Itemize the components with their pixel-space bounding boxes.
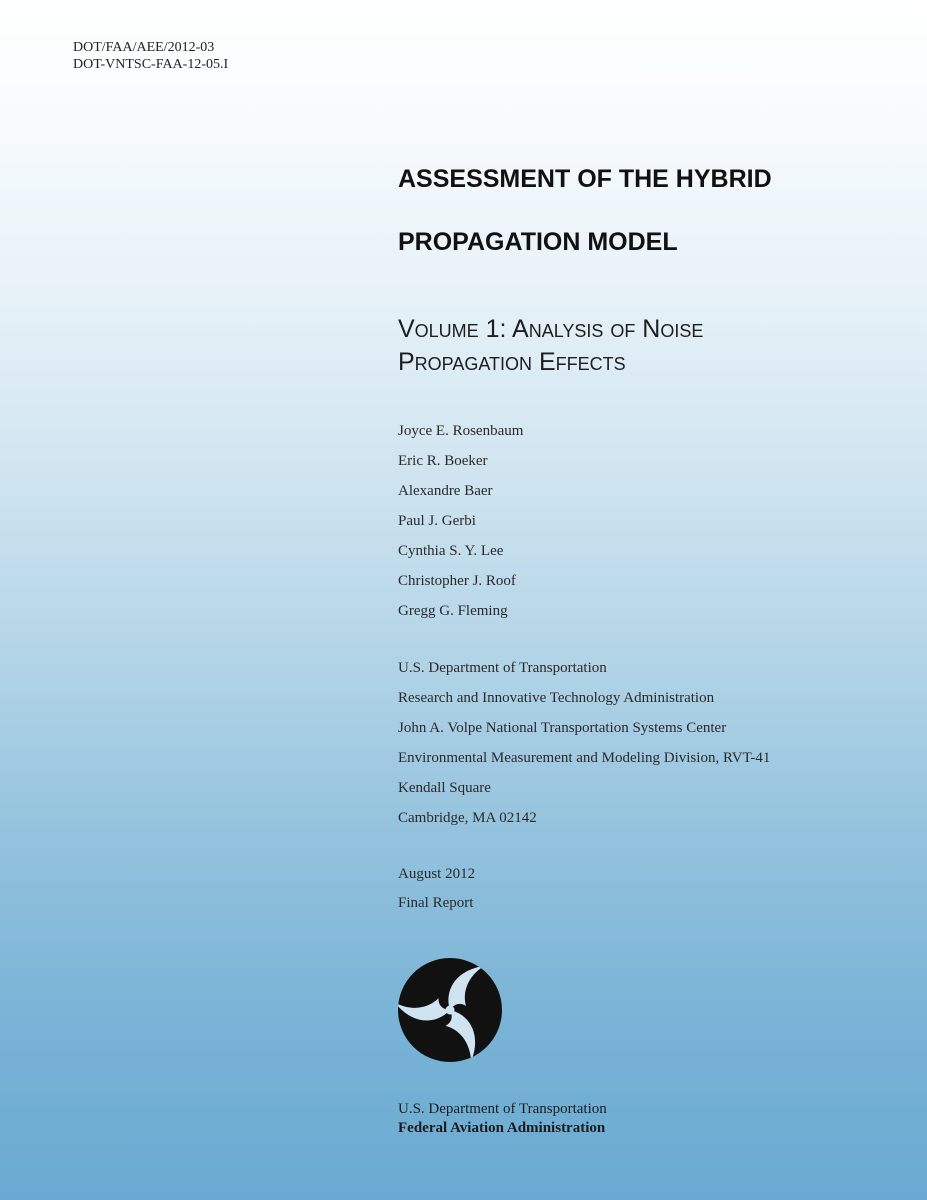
- author-list: [398, 416, 523, 626]
- org-line: Environmental Measurement and Modeling Division, RVT-41: [398, 750, 771, 766]
- author-name: Gregg G. Fleming: [398, 603, 508, 619]
- dot-triskelion-logo-icon: [396, 956, 504, 1064]
- author-name: Cynthia S. Y. Lee: [398, 543, 504, 559]
- report-title-line2: PROPAGATION MODEL: [398, 228, 678, 256]
- footer-department: U.S. Department of Transportation: [398, 1101, 607, 1117]
- date-block: [398, 860, 475, 918]
- report-title: [398, 160, 772, 261]
- org-line: Research and Innovative Technology Administration: [398, 690, 715, 706]
- author-name: Eric R. Boeker: [398, 453, 488, 469]
- report-type: Final Report: [398, 895, 474, 911]
- org-line: U.S. Department of Transportation: [398, 660, 607, 676]
- footer-administration: Federal Aviation Administration: [398, 1120, 606, 1136]
- report-date: August 2012: [398, 866, 476, 882]
- author-name: Christopher J. Roof: [398, 573, 516, 589]
- report-subtitle-line1: Volume 1: Analysis of Noise: [398, 315, 704, 343]
- report-numbers: [73, 39, 228, 73]
- report-subtitle: [398, 313, 703, 379]
- org-line: Kendall Square: [398, 780, 491, 796]
- report-number-faa: DOT/FAA/AEE/2012-03: [73, 40, 215, 55]
- author-name: Alexandre Baer: [398, 483, 493, 499]
- footer-agency: [398, 1100, 607, 1138]
- author-name: Paul J. Gerbi: [398, 513, 476, 529]
- organization-address: [398, 653, 770, 833]
- report-number-vntsc: DOT-VNTSC-FAA-12-05.I: [73, 57, 229, 72]
- org-line: John A. Volpe National Transportation Systems Center: [398, 720, 727, 736]
- org-line: Cambridge, MA 02142: [398, 810, 537, 826]
- author-name: Joyce E. Rosenbaum: [398, 423, 524, 439]
- report-title-line1: ASSESSMENT OF THE HYBRID: [398, 165, 772, 193]
- report-subtitle-line2: Propagation Effects: [398, 348, 626, 376]
